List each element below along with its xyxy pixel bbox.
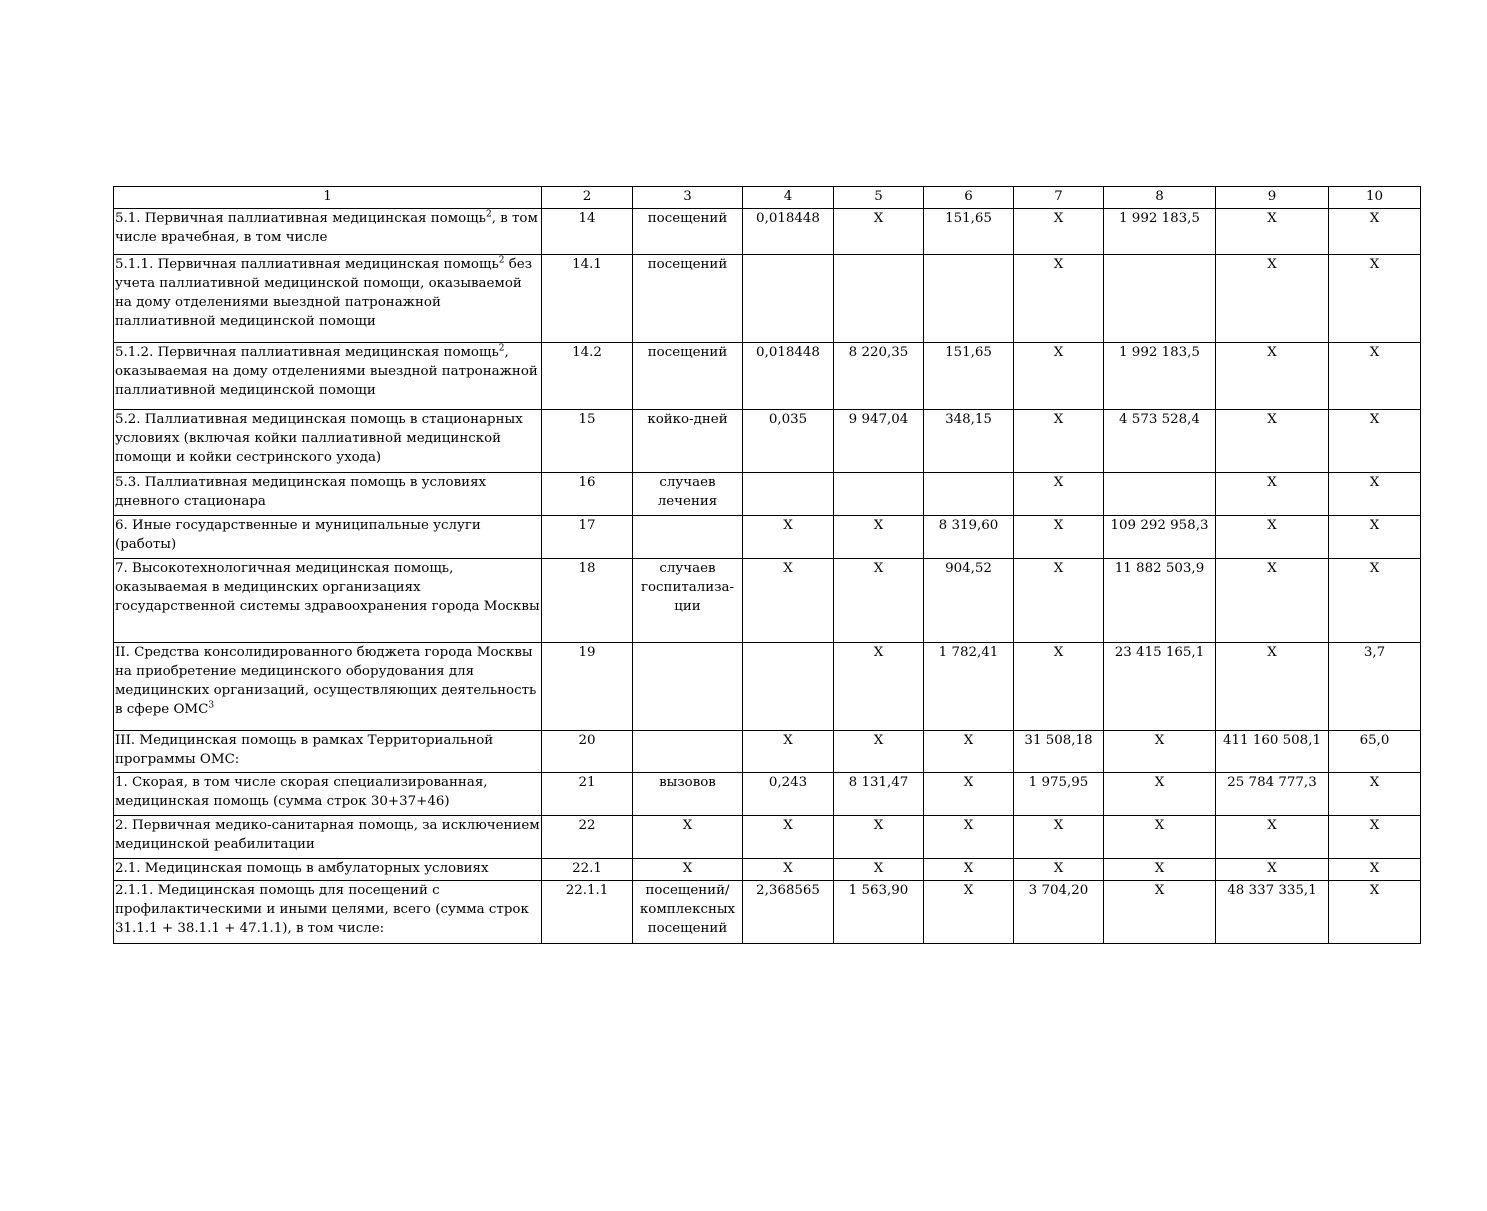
row-number-cell: 18 [542, 559, 633, 643]
oms-total-cell: X [1216, 255, 1329, 343]
share-cell: X [1329, 343, 1421, 410]
table-row [114, 473, 1421, 516]
table-row [114, 559, 1421, 643]
row-number-cell: 22.1.1 [542, 881, 633, 944]
oms-per-capita-cell: X [1014, 410, 1104, 473]
row-number-cell: 14.1 [542, 255, 633, 343]
row-number-cell: 22 [542, 816, 633, 859]
budget-total-cell: 109 292 958,3 [1104, 516, 1216, 559]
budget-total-cell [1104, 473, 1216, 516]
row-number-cell: 21 [542, 773, 633, 816]
row-name-cell [114, 643, 542, 731]
footnote-marker: 3 [208, 700, 215, 711]
budget-total-cell: X [1104, 859, 1216, 881]
budget-total-cell: X [1104, 816, 1216, 859]
oms-total-cell: X [1216, 516, 1329, 559]
column-header-8: 8 [1104, 187, 1216, 209]
oms-total-cell: X [1216, 209, 1329, 255]
budget-per-capita-cell: X [924, 859, 1014, 881]
budget-per-capita-cell: X [924, 881, 1014, 944]
column-header-9: 9 [1216, 187, 1329, 209]
share-cell: X [1329, 859, 1421, 881]
budget-total-cell: 1 992 183,5 [1104, 343, 1216, 410]
volume-norm-cell: X [743, 516, 834, 559]
table-row [114, 209, 1421, 255]
budget-total-cell: 4 573 528,4 [1104, 410, 1216, 473]
row-name-cell [114, 731, 542, 773]
oms-per-capita-cell: X [1014, 473, 1104, 516]
row-number-cell: 22.1 [542, 859, 633, 881]
cost-norm-cell: X [834, 731, 924, 773]
budget-per-capita-cell: 8 319,60 [924, 516, 1014, 559]
column-header-6: 6 [924, 187, 1014, 209]
row-name-continuation: без учета паллиативной медицинской помощи, оказываемой на дому отделениями выездной патронажной паллиативной медицинской помощи [115, 257, 533, 329]
row-name: III. Медицинская помощь в рамках Территориальной программы ОМС: [115, 733, 494, 767]
row-name: II. Средства консолидированного бюджета города Москвы на приобретение медицинского оборудования для медицинских организаций, осуществляющих деятельность в сфере ОМС [115, 645, 537, 717]
oms-total-cell: X [1216, 473, 1329, 516]
cost-norm-cell: X [834, 516, 924, 559]
volume-norm-cell: 2,368565 [743, 881, 834, 944]
budget-total-cell: 11 882 503,9 [1104, 559, 1216, 643]
table-row [114, 881, 1421, 944]
table-row [114, 255, 1421, 343]
program-funding-table [113, 186, 1421, 944]
row-number-cell: 20 [542, 731, 633, 773]
volume-norm-cell: 0,018448 [743, 343, 834, 410]
row-number-cell: 14.2 [542, 343, 633, 410]
share-cell: X [1329, 559, 1421, 643]
oms-per-capita-cell: X [1014, 816, 1104, 859]
budget-total-cell [1104, 255, 1216, 343]
row-name: 5.1.1. Первичная паллиативная медицинская помощь [115, 257, 499, 272]
table-row [114, 773, 1421, 816]
column-header-4: 4 [743, 187, 834, 209]
row-name: 5.1.2. Первичная паллиативная медицинская помощь [115, 345, 499, 360]
budget-per-capita-cell: X [924, 773, 1014, 816]
cost-norm-cell: X [834, 643, 924, 731]
volume-norm-cell: X [743, 816, 834, 859]
budget-per-capita-cell: 151,65 [924, 343, 1014, 410]
budget-per-capita-cell [924, 255, 1014, 343]
budget-per-capita-cell: X [924, 816, 1014, 859]
row-name-cell [114, 859, 542, 881]
unit-cell: койко-дней [633, 410, 743, 473]
row-number-cell: 15 [542, 410, 633, 473]
row-name-cell [114, 255, 542, 343]
share-cell: X [1329, 881, 1421, 944]
share-cell: X [1329, 773, 1421, 816]
cost-norm-cell: X [834, 559, 924, 643]
budget-total-cell: 1 992 183,5 [1104, 209, 1216, 255]
oms-per-capita-cell: X [1014, 643, 1104, 731]
unit-cell: посещений [633, 255, 743, 343]
table-body [114, 187, 1421, 944]
budget-per-capita-cell [924, 473, 1014, 516]
row-name-cell [114, 209, 542, 255]
unit-cell [633, 731, 743, 773]
column-header-1: 1 [114, 187, 542, 209]
oms-per-capita-cell: X [1014, 859, 1104, 881]
row-name: 2.1. Медицинская помощь в амбулаторных условиях [115, 861, 489, 876]
table-row [114, 859, 1421, 881]
unit-cell: X [633, 859, 743, 881]
program-funding-table-wrapper [113, 186, 1420, 944]
share-cell: 3,7 [1329, 643, 1421, 731]
row-name-cell [114, 881, 542, 944]
footnote-marker: 2 [498, 255, 505, 266]
header-row [114, 187, 1421, 209]
budget-total-cell: X [1104, 731, 1216, 773]
cost-norm-cell: 8 220,35 [834, 343, 924, 410]
row-name-cell [114, 559, 542, 643]
share-cell: X [1329, 209, 1421, 255]
oms-total-cell: X [1216, 559, 1329, 643]
row-name-cell [114, 516, 542, 559]
oms-per-capita-cell: 1 975,95 [1014, 773, 1104, 816]
budget-per-capita-cell: 151,65 [924, 209, 1014, 255]
budget-per-capita-cell: 348,15 [924, 410, 1014, 473]
row-number-cell: 17 [542, 516, 633, 559]
row-number-cell: 16 [542, 473, 633, 516]
column-header-5: 5 [834, 187, 924, 209]
row-name: 1. Скорая, в том числе скорая специализированная, медицинская помощь (сумма строк 30+37+46) [115, 775, 488, 809]
budget-per-capita-cell: X [924, 731, 1014, 773]
row-name: 6. Иные государственные и муниципальные услуги (работы) [115, 518, 481, 552]
row-name: 2.1.1. Медицинская помощь для посещений с профилактическими и иными целями, всего (сумма строк 31.1.1 + 38.1.1 + 47.1.1), в том числе: [115, 883, 529, 936]
table-row [114, 516, 1421, 559]
cost-norm-cell: 9 947,04 [834, 410, 924, 473]
oms-per-capita-cell: 3 704,20 [1014, 881, 1104, 944]
oms-per-capita-cell: X [1014, 255, 1104, 343]
row-name-continuation: , в том числе врачебная, в том числе [115, 211, 538, 245]
unit-cell: случаев лечения [633, 473, 743, 516]
row-name-cell [114, 773, 542, 816]
volume-norm-cell: X [743, 559, 834, 643]
share-cell: X [1329, 816, 1421, 859]
row-name: 5.3. Паллиативная медицинская помощь в условиях дневного стационара [115, 475, 487, 509]
column-header-3: 3 [633, 187, 743, 209]
row-number-cell: 14 [542, 209, 633, 255]
row-name: 7. Высокотехнологичная медицинская помощь, оказываемая в медицинских организациях государственной системы здравоохранения города Москвы [115, 561, 540, 614]
unit-cell [633, 643, 743, 731]
footnote-marker: 2 [485, 209, 492, 220]
row-name-cell [114, 816, 542, 859]
unit-cell [633, 516, 743, 559]
table-row [114, 410, 1421, 473]
volume-norm-cell: 0,035 [743, 410, 834, 473]
unit-cell: посещений [633, 343, 743, 410]
unit-cell: посещений/ комплексных посещений [633, 881, 743, 944]
cost-norm-cell: 8 131,47 [834, 773, 924, 816]
column-header-2: 2 [542, 187, 633, 209]
footnote-marker: 2 [498, 343, 505, 354]
unit-cell: посещений [633, 209, 743, 255]
table-row [114, 343, 1421, 410]
share-cell: 65,0 [1329, 731, 1421, 773]
share-cell: X [1329, 410, 1421, 473]
budget-total-cell: 23 415 165,1 [1104, 643, 1216, 731]
table-row [114, 731, 1421, 773]
oms-total-cell: 411 160 508,1 [1216, 731, 1329, 773]
table-row [114, 816, 1421, 859]
volume-norm-cell: 0,018448 [743, 209, 834, 255]
oms-total-cell: 25 784 777,3 [1216, 773, 1329, 816]
share-cell: X [1329, 516, 1421, 559]
oms-total-cell: X [1216, 859, 1329, 881]
table-row [114, 643, 1421, 731]
row-name: 5.1. Первичная паллиативная медицинская помощь [115, 211, 486, 226]
oms-total-cell: X [1216, 343, 1329, 410]
oms-per-capita-cell: X [1014, 559, 1104, 643]
row-name-cell [114, 473, 542, 516]
volume-norm-cell [743, 473, 834, 516]
oms-per-capita-cell: 31 508,18 [1014, 731, 1104, 773]
budget-total-cell: X [1104, 773, 1216, 816]
cost-norm-cell [834, 255, 924, 343]
column-header-7: 7 [1014, 187, 1104, 209]
row-name: 5.2. Паллиативная медицинская помощь в стационарных условиях (включая койки паллиативной медицинской помощи и койки сестринского ухода) [115, 412, 523, 465]
volume-norm-cell [743, 643, 834, 731]
unit-cell: случаев госпитализа-ции [633, 559, 743, 643]
row-name-cell [114, 343, 542, 410]
cost-norm-cell: X [834, 209, 924, 255]
oms-total-cell: X [1216, 410, 1329, 473]
oms-total-cell: X [1216, 643, 1329, 731]
share-cell: X [1329, 473, 1421, 516]
volume-norm-cell [743, 255, 834, 343]
oms-per-capita-cell: X [1014, 209, 1104, 255]
column-header-10: 10 [1329, 187, 1421, 209]
oms-total-cell: X [1216, 816, 1329, 859]
budget-total-cell: X [1104, 881, 1216, 944]
row-name-cell [114, 410, 542, 473]
unit-cell: X [633, 816, 743, 859]
cost-norm-cell: X [834, 816, 924, 859]
cost-norm-cell: X [834, 859, 924, 881]
cost-norm-cell: 1 563,90 [834, 881, 924, 944]
volume-norm-cell: X [743, 731, 834, 773]
oms-total-cell: 48 337 335,1 [1216, 881, 1329, 944]
cost-norm-cell [834, 473, 924, 516]
unit-cell: вызовов [633, 773, 743, 816]
budget-per-capita-cell: 1 782,41 [924, 643, 1014, 731]
row-name-continuation: , оказываемая на дому отделениями выездной патронажной паллиативной медицинской помощи [115, 345, 538, 398]
volume-norm-cell: 0,243 [743, 773, 834, 816]
share-cell: X [1329, 255, 1421, 343]
row-number-cell: 19 [542, 643, 633, 731]
row-name: 2. Первичная медико-санитарная помощь, за исключением медицинской реабилитации [115, 818, 540, 852]
oms-per-capita-cell: X [1014, 516, 1104, 559]
oms-per-capita-cell: X [1014, 343, 1104, 410]
budget-per-capita-cell: 904,52 [924, 559, 1014, 643]
volume-norm-cell: X [743, 859, 834, 881]
